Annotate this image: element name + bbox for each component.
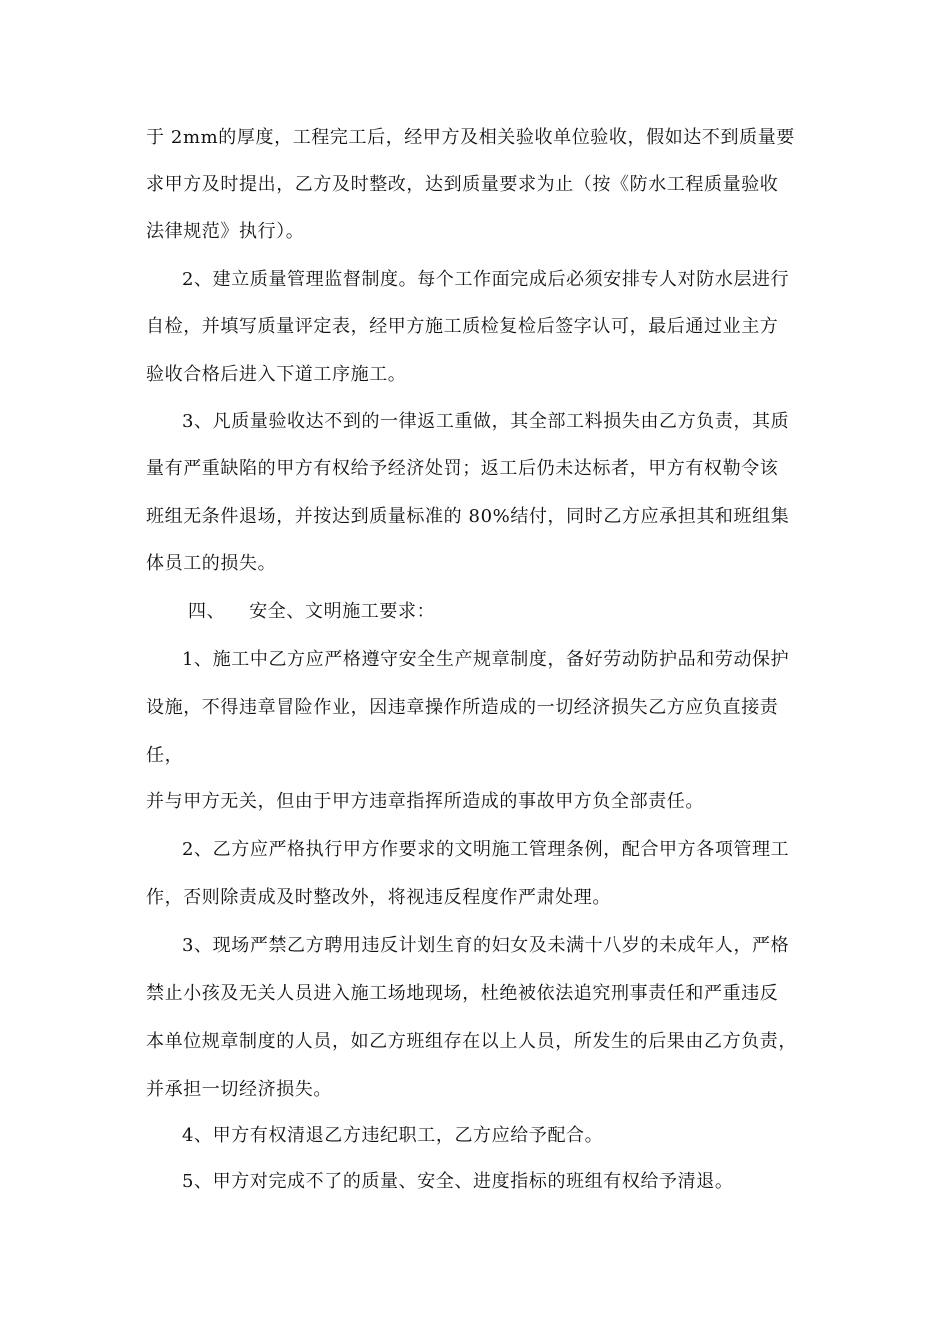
paragraph-line: 作，否则除责成及时整改外，将视违反程度作严肃处理。 bbox=[146, 887, 611, 908]
section-heading bbox=[188, 600, 435, 624]
paragraph-line: 2、乙方应严格执行甲方作要求的文明施工管理条例，配合甲方各项管理工 bbox=[182, 839, 790, 860]
paragraph-line: 3、凡质量验收达不到的一律返工重做，其全部工料损失由乙方负责，其质 bbox=[182, 411, 790, 432]
paragraph-line: 1、施工中乙方应严格遵守安全生产规章制度，备好劳动防护品和劳动保护 bbox=[182, 649, 790, 670]
section-title: 安全、文明施工要求： bbox=[249, 601, 436, 622]
paragraph-line: 本单位规章制度的人员，如乙方班组存在以上人员，所发生的后果由乙方负责， bbox=[146, 1031, 797, 1052]
paragraph-line: 设施，不得违章冒险作业，因违章操作所造成的一切经济损失乙方应负直接责 bbox=[146, 697, 779, 718]
paragraph-line: 并与甲方无关，但由于甲方违章指挥所造成的事故甲方负全部责任。 bbox=[146, 791, 704, 812]
paragraph-line: 于 2mm的厚度，工程完工后，经甲方及相关验收单位验收，假如达不到质量要 bbox=[146, 127, 795, 148]
paragraph-line: 求甲方及时提出，乙方及时整改，达到质量要求为止（按《防水工程质量验收 bbox=[146, 174, 779, 195]
paragraph-line: 法律规范》执行）。 bbox=[146, 221, 305, 242]
paragraph-line: 2、建立质量管理监督制度。每个工作面完成后必须安排专人对防水层进行 bbox=[182, 269, 790, 290]
paragraph-line: 禁止小孩及无关人员进入施工场地现场，杜绝被依法追究刑事责任和严重违反 bbox=[146, 983, 779, 1004]
paragraph-line: 自检，并填写质量评定表，经甲方施工质检复检后签字认可，最后通过业主方 bbox=[146, 316, 779, 337]
paragraph-line: 任， bbox=[146, 745, 184, 766]
paragraph-line: 量有严重缺陷的甲方有权给予经济处罚；返工后仍未达标者，甲方有权勒令该 bbox=[146, 458, 779, 479]
paragraph-line: 5、甲方对完成不了的质量、安全、进度指标的班组有权给予清退。 bbox=[182, 1171, 734, 1192]
paragraph-line: 4、甲方有权清退乙方违纪职工，乙方应给予配合。 bbox=[182, 1125, 604, 1146]
paragraph-line: 验收合格后进入下道工序施工。 bbox=[146, 364, 407, 385]
paragraph-line: 3、现场严禁乙方聘用违反计划生育的妇女及未满十八岁的未成年人，严格 bbox=[182, 935, 790, 956]
section-number: 四、 bbox=[188, 601, 226, 622]
paragraph-line: 班组无条件退场，并按达到质量标准的 80%结付，同时乙方应承担其和班组集 bbox=[146, 506, 790, 527]
paragraph-line: 并承担一切经济损失。 bbox=[146, 1079, 332, 1100]
paragraph-line: 体员工的损失。 bbox=[146, 553, 277, 574]
